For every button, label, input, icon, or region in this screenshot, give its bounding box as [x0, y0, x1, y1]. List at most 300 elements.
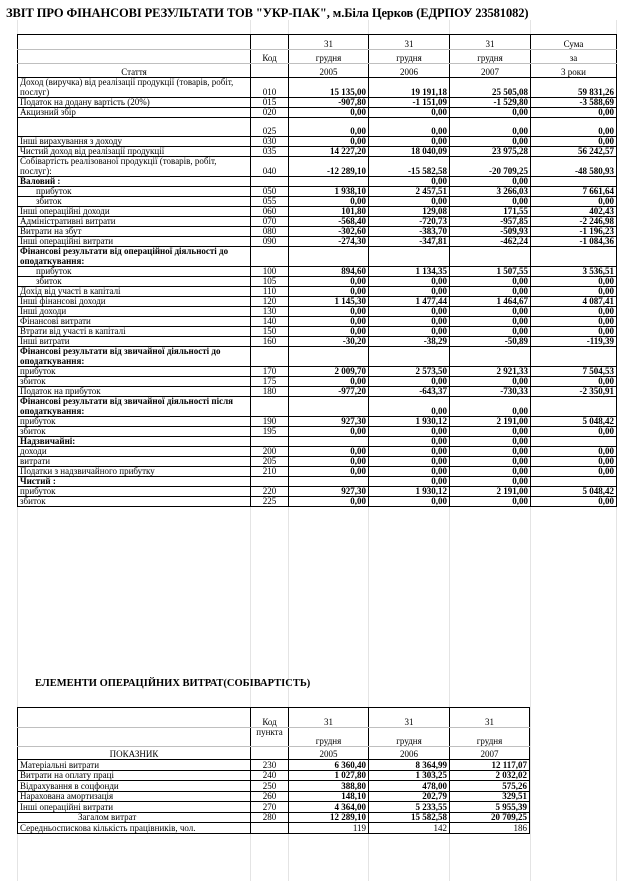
value-cell: 0,00 [531, 108, 617, 118]
table-row [18, 770, 530, 781]
value-cell [531, 347, 617, 367]
value-cell: 0,00 [369, 137, 450, 147]
value-cell: 0,00 [531, 447, 617, 457]
value-cell: 1 930,12 [369, 487, 450, 497]
value-cell [289, 247, 369, 267]
table-row [18, 247, 617, 267]
header-day: 31 [289, 35, 369, 50]
row-code [251, 437, 289, 447]
row-code [251, 247, 289, 267]
value-cell: 0,00 [369, 287, 450, 297]
row-label: Дохід від участі в капіталі [18, 287, 251, 297]
value-cell: 2 573,50 [369, 367, 450, 377]
table-row [18, 497, 617, 507]
row-code: 260 [251, 791, 289, 802]
value-cell: 4 087,41 [531, 297, 617, 307]
value-cell: 1 134,35 [369, 267, 450, 277]
value-cell: 0,00 [369, 177, 450, 187]
row-code [251, 347, 289, 367]
row-code: 035 [251, 147, 289, 157]
row-code: 280 [251, 812, 289, 823]
row-label: прибуток [18, 367, 251, 377]
costs-title: ЕЛЕМЕНТИ ОПЕРАЦІЙНИХ ВИТРАТ(СОБІВАРТІСТЬ) [35, 678, 311, 689]
value-cell: 101,80 [289, 207, 369, 217]
value-cell: -1 529,80 [450, 98, 531, 108]
value-cell: 0,00 [369, 377, 450, 387]
row-label: витрати [18, 457, 251, 467]
value-cell: 0,00 [289, 497, 369, 507]
value-cell: 15 135,00 [289, 78, 369, 98]
row-code: 270 [251, 802, 289, 813]
row-code: 200 [251, 447, 289, 457]
value-cell: -568,40 [289, 217, 369, 227]
value-cell [289, 177, 369, 187]
value-cell [289, 397, 369, 417]
row-code: 175 [251, 377, 289, 387]
table-row [18, 467, 617, 477]
value-cell: 0,00 [531, 327, 617, 337]
value-cell: 12 289,10 [289, 812, 369, 823]
row-label: Доход (виручка) від реалізації продукції (товарів, робіт, послуг) [18, 78, 251, 98]
value-cell: 0,00 [450, 497, 531, 507]
value-cell: 7 504,53 [531, 367, 617, 377]
table-row [18, 277, 617, 287]
row-label: Відрахування в соцфонди [18, 781, 251, 792]
value-cell: 927,30 [289, 417, 369, 427]
table-row [18, 317, 617, 327]
row-code: 140 [251, 317, 289, 327]
costs-header-row-3 [18, 747, 530, 760]
row-label: Чистий : [18, 477, 251, 487]
row-label: Інші вирахування з доходу [18, 137, 251, 147]
value-cell: 19 191,18 [369, 78, 450, 98]
table-row [18, 177, 617, 187]
value-cell: 0,00 [450, 317, 531, 327]
value-cell: 0,00 [369, 108, 450, 118]
value-cell: 0,00 [450, 277, 531, 287]
row-code: 150 [251, 327, 289, 337]
row-label: Фінансові витрати [18, 317, 251, 327]
value-cell: 2 009,70 [289, 367, 369, 377]
row-code: 180 [251, 387, 289, 397]
header-day: 31 [450, 35, 531, 50]
report-title: ЗВІТ ПРО ФІНАНСОВІ РЕЗУЛЬТАТИ ТОВ "УКР-ПАК", м.Біла Церков (ЕДРПОУ 23581082) [6, 6, 529, 20]
row-code: 015 [251, 98, 289, 108]
row-code: 060 [251, 207, 289, 217]
value-cell: 2 921,33 [450, 367, 531, 377]
table-row [18, 387, 617, 397]
value-cell: -977,20 [289, 387, 369, 397]
value-cell: 0,00 [369, 427, 450, 437]
value-cell: -720,73 [369, 217, 450, 227]
row-code [251, 823, 289, 834]
value-cell: 0,00 [289, 467, 369, 477]
row-code: 195 [251, 427, 289, 437]
row-label: Чистий доход від реалізації продукції [18, 147, 251, 157]
value-cell: 329,51 [450, 791, 530, 802]
row-code: 120 [251, 297, 289, 307]
value-cell: 2 457,51 [369, 187, 450, 197]
value-cell: 8 364,99 [369, 760, 450, 771]
row-code: 210 [251, 467, 289, 477]
costs-header-year: 2007 [450, 747, 530, 760]
value-cell: 5 048,42 [531, 487, 617, 497]
value-cell: 0,00 [531, 467, 617, 477]
costs-header-month: грудня [450, 728, 530, 747]
row-label: Втрати від участі в капіталі [18, 327, 251, 337]
row-code: 010 [251, 78, 289, 98]
value-cell: 0,00 [369, 457, 450, 467]
value-cell: 478,00 [369, 781, 450, 792]
value-cell: 0,00 [289, 427, 369, 437]
row-code: 025 [251, 118, 289, 137]
value-cell: 5 955,39 [450, 802, 530, 813]
table-row [18, 327, 617, 337]
value-cell: 0,00 [450, 397, 531, 417]
value-cell [531, 177, 617, 187]
value-cell: 0,00 [289, 277, 369, 287]
value-cell: 0,00 [369, 437, 450, 447]
table-row [18, 137, 617, 147]
row-label: Витрати на збут [18, 227, 251, 237]
value-cell: 0,00 [531, 118, 617, 137]
value-cell: 0,00 [289, 457, 369, 467]
value-cell: 1 507,55 [450, 267, 531, 277]
row-code: 070 [251, 217, 289, 227]
row-label: Інші фінансові доходи [18, 297, 251, 307]
table-row [18, 347, 617, 367]
table-row [18, 791, 530, 802]
value-cell: 927,30 [289, 487, 369, 497]
value-cell: 1 303,25 [369, 770, 450, 781]
header-code: Код [251, 50, 289, 64]
value-cell: 0,00 [531, 427, 617, 437]
header-row-2 [18, 50, 617, 64]
costs-header-year: 2006 [369, 747, 450, 760]
row-label [18, 118, 251, 137]
value-cell: -30,20 [289, 337, 369, 347]
costs-header-row-2 [18, 728, 530, 747]
value-cell: 0,00 [531, 137, 617, 147]
row-label: Надзвичайні: [18, 437, 251, 447]
value-cell: 0,00 [369, 477, 450, 487]
costs-header-year: 2005 [289, 747, 369, 760]
value-cell: 0,00 [289, 287, 369, 297]
row-code: 205 [251, 457, 289, 467]
header-row-3 [18, 64, 617, 78]
value-cell: 1 027,80 [289, 770, 369, 781]
value-cell [289, 477, 369, 487]
value-cell: -1 151,09 [369, 98, 450, 108]
value-cell [289, 437, 369, 447]
value-cell: 0,00 [450, 437, 531, 447]
costs-header-code: Код [251, 708, 289, 728]
table-row [18, 98, 617, 108]
value-cell: 202,79 [369, 791, 450, 802]
row-label: Нарахована амортизація [18, 791, 251, 802]
value-cell: 0,00 [369, 277, 450, 287]
table-row [18, 187, 617, 197]
value-cell: 0,00 [369, 447, 450, 457]
value-cell: 0,00 [450, 287, 531, 297]
row-code: 040 [251, 157, 289, 177]
value-cell: -957,85 [450, 217, 531, 227]
table-row [18, 197, 617, 207]
value-cell: 1 477,44 [369, 297, 450, 307]
table-row [18, 157, 617, 177]
value-cell: 0,00 [450, 467, 531, 477]
value-cell: -1 084,36 [531, 237, 617, 247]
row-label: Податки з надзвичайного прибутку [18, 467, 251, 477]
row-code: 110 [251, 287, 289, 297]
value-cell: 0,00 [369, 327, 450, 337]
row-label: Загалом витрат [18, 812, 251, 823]
value-cell: 25 505,08 [450, 78, 531, 98]
value-cell: 4 364,00 [289, 802, 369, 813]
row-label: Інші операційні витрати [18, 237, 251, 247]
value-cell: 402,43 [531, 207, 617, 217]
operating-costs-table [17, 707, 530, 834]
table-row [18, 297, 617, 307]
row-label: Податок на додану вартість (20%) [18, 98, 251, 108]
table-row [18, 108, 617, 118]
table-row [18, 457, 617, 467]
row-label: Адміністративні витрати [18, 217, 251, 227]
row-label: Середньоспискова кількість працівників, чол. [18, 823, 251, 834]
value-cell: 0,00 [369, 317, 450, 327]
costs-header-day: 31 [450, 708, 530, 728]
value-cell: -38,29 [369, 337, 450, 347]
row-label: Собівартість реалізованої продукції (товарів, робіт, послуг): [18, 157, 251, 177]
value-cell: -274,30 [289, 237, 369, 247]
row-code: 230 [251, 760, 289, 771]
value-cell: 12 117,07 [450, 760, 530, 771]
header-year: 2006 [369, 64, 450, 78]
financial-results-table [17, 34, 617, 507]
value-cell: 0,00 [289, 377, 369, 387]
value-cell [531, 397, 617, 417]
value-cell: 1 464,67 [450, 297, 531, 307]
row-label: збиток [18, 377, 251, 387]
value-cell: 56 242,57 [531, 147, 617, 157]
value-cell [531, 437, 617, 447]
value-cell: 1 930,12 [369, 417, 450, 427]
table-row [18, 307, 617, 317]
table-row [18, 760, 530, 771]
value-cell: 0,00 [450, 307, 531, 317]
value-cell [450, 247, 531, 267]
costs-header-code-point: пункта [251, 728, 289, 747]
value-cell [531, 477, 617, 487]
value-cell: 129,08 [369, 207, 450, 217]
value-cell: 171,55 [450, 207, 531, 217]
value-cell: 15 582,58 [369, 812, 450, 823]
row-label: Валовий : [18, 177, 251, 187]
value-cell: 0,00 [369, 467, 450, 477]
row-label: Фінансові результати від звичайної діяльності після оподаткування: [18, 397, 251, 417]
table-row [18, 417, 617, 427]
header-article: Стаття [18, 64, 251, 78]
row-code: 050 [251, 187, 289, 197]
value-cell: -2 246,98 [531, 217, 617, 227]
value-cell: 0,00 [450, 427, 531, 437]
value-cell: 5 233,55 [369, 802, 450, 813]
value-cell [450, 347, 531, 367]
value-cell: -730,33 [450, 387, 531, 397]
table-row [18, 487, 617, 497]
header-month: грудня [289, 50, 369, 64]
value-cell: 6 360,40 [289, 760, 369, 771]
row-label: Витрати на оплату праці [18, 770, 251, 781]
table-row [18, 78, 617, 98]
value-cell: 0,00 [289, 307, 369, 317]
value-cell: 1 938,10 [289, 187, 369, 197]
value-cell: -12 289,10 [289, 157, 369, 177]
costs-header-day: 31 [289, 708, 369, 728]
row-code: 130 [251, 307, 289, 317]
value-cell: 0,00 [450, 447, 531, 457]
table-row [18, 812, 530, 823]
row-code [251, 477, 289, 487]
row-code: 020 [251, 108, 289, 118]
value-cell [369, 247, 450, 267]
value-cell: 0,00 [450, 137, 531, 147]
value-cell: 59 831,26 [531, 78, 617, 98]
table-row [18, 287, 617, 297]
row-code: 100 [251, 267, 289, 277]
value-cell: 3 536,51 [531, 267, 617, 277]
table-row [18, 437, 617, 447]
value-cell: -2 350,91 [531, 387, 617, 397]
header-year: 2007 [450, 64, 531, 78]
header-month: грудня [450, 50, 531, 64]
table-row [18, 147, 617, 157]
value-cell: 0,00 [369, 397, 450, 417]
value-cell: 0,00 [289, 108, 369, 118]
value-cell: 894,60 [289, 267, 369, 277]
row-code: 160 [251, 337, 289, 347]
row-label: Податок на прибуток [18, 387, 251, 397]
value-cell: 5 048,42 [531, 417, 617, 427]
table-row [18, 118, 617, 137]
value-cell [369, 347, 450, 367]
value-cell: 186 [450, 823, 530, 834]
row-label: Фінансові результати від звичайної діяльності до оподаткування: [18, 347, 251, 367]
header-year: 2005 [289, 64, 369, 78]
value-cell: 0,00 [450, 177, 531, 187]
row-label: Матеріальні витрати [18, 760, 251, 771]
value-cell: -48 580,93 [531, 157, 617, 177]
row-code: 055 [251, 197, 289, 207]
row-code: 225 [251, 497, 289, 507]
value-cell: -907,80 [289, 98, 369, 108]
table-row [18, 823, 530, 834]
value-cell: 575,26 [450, 781, 530, 792]
costs-header-day: 31 [369, 708, 450, 728]
row-label: збиток [18, 197, 251, 207]
value-cell: 148,10 [289, 791, 369, 802]
value-cell: 0,00 [369, 497, 450, 507]
value-cell: 18 040,09 [369, 147, 450, 157]
value-cell: 2 032,02 [450, 770, 530, 781]
row-code [251, 177, 289, 187]
table-row [18, 397, 617, 417]
row-code: 220 [251, 487, 289, 497]
value-cell: -462,24 [450, 237, 531, 247]
row-label: збиток [18, 427, 251, 437]
row-label: збиток [18, 497, 251, 507]
table-row [18, 237, 617, 247]
value-cell: 2 191,00 [450, 417, 531, 427]
row-code: 030 [251, 137, 289, 147]
value-cell: -20 709,25 [450, 157, 531, 177]
value-cell: 2 191,00 [450, 487, 531, 497]
value-cell: -347,81 [369, 237, 450, 247]
row-label: прибуток [18, 417, 251, 427]
value-cell: -3 588,69 [531, 98, 617, 108]
row-label: Інші витрати [18, 337, 251, 347]
value-cell: -15 582,58 [369, 157, 450, 177]
table-row [18, 377, 617, 387]
table-row [18, 337, 617, 347]
row-code [251, 397, 289, 417]
header-sum-for: за [531, 50, 617, 64]
value-cell: 0,00 [531, 497, 617, 507]
value-cell: 0,00 [531, 457, 617, 467]
value-cell [289, 347, 369, 367]
table-row [18, 427, 617, 437]
value-cell: 0,00 [450, 377, 531, 387]
row-label: Інші операційні витрати [18, 802, 251, 813]
value-cell: 142 [369, 823, 450, 834]
value-cell: 0,00 [450, 108, 531, 118]
value-cell: -383,70 [369, 227, 450, 237]
value-cell: 0,00 [289, 317, 369, 327]
row-label: прибуток [18, 267, 251, 277]
costs-header-month: грудня [289, 728, 369, 747]
value-cell: -1 196,23 [531, 227, 617, 237]
table-row [18, 227, 617, 237]
value-cell: 0,00 [450, 327, 531, 337]
row-label: збиток [18, 277, 251, 287]
table-row [18, 207, 617, 217]
value-cell: 3 266,03 [450, 187, 531, 197]
row-code: 250 [251, 781, 289, 792]
row-code: 090 [251, 237, 289, 247]
row-label: Акцизний збір [18, 108, 251, 118]
value-cell: 0,00 [369, 197, 450, 207]
value-cell: 0,00 [450, 118, 531, 137]
value-cell: 0,00 [531, 377, 617, 387]
row-code: 080 [251, 227, 289, 237]
value-cell: 0,00 [369, 118, 450, 137]
value-cell: 0,00 [531, 317, 617, 327]
row-label: Інші операційні доходи [18, 207, 251, 217]
value-cell: 0,00 [531, 197, 617, 207]
value-cell: 388,80 [289, 781, 369, 792]
costs-header-indicator: ПОКАЗНИК [18, 747, 251, 760]
costs-header-row-1 [18, 708, 530, 728]
value-cell: -643,37 [369, 387, 450, 397]
value-cell: 0,00 [450, 477, 531, 487]
value-cell: 119 [289, 823, 369, 834]
value-cell: 0,00 [289, 137, 369, 147]
costs-header-month: грудня [369, 728, 450, 747]
value-cell: 0,00 [289, 118, 369, 137]
value-cell: -302,60 [289, 227, 369, 237]
row-code: 190 [251, 417, 289, 427]
row-label: прибуток [18, 487, 251, 497]
